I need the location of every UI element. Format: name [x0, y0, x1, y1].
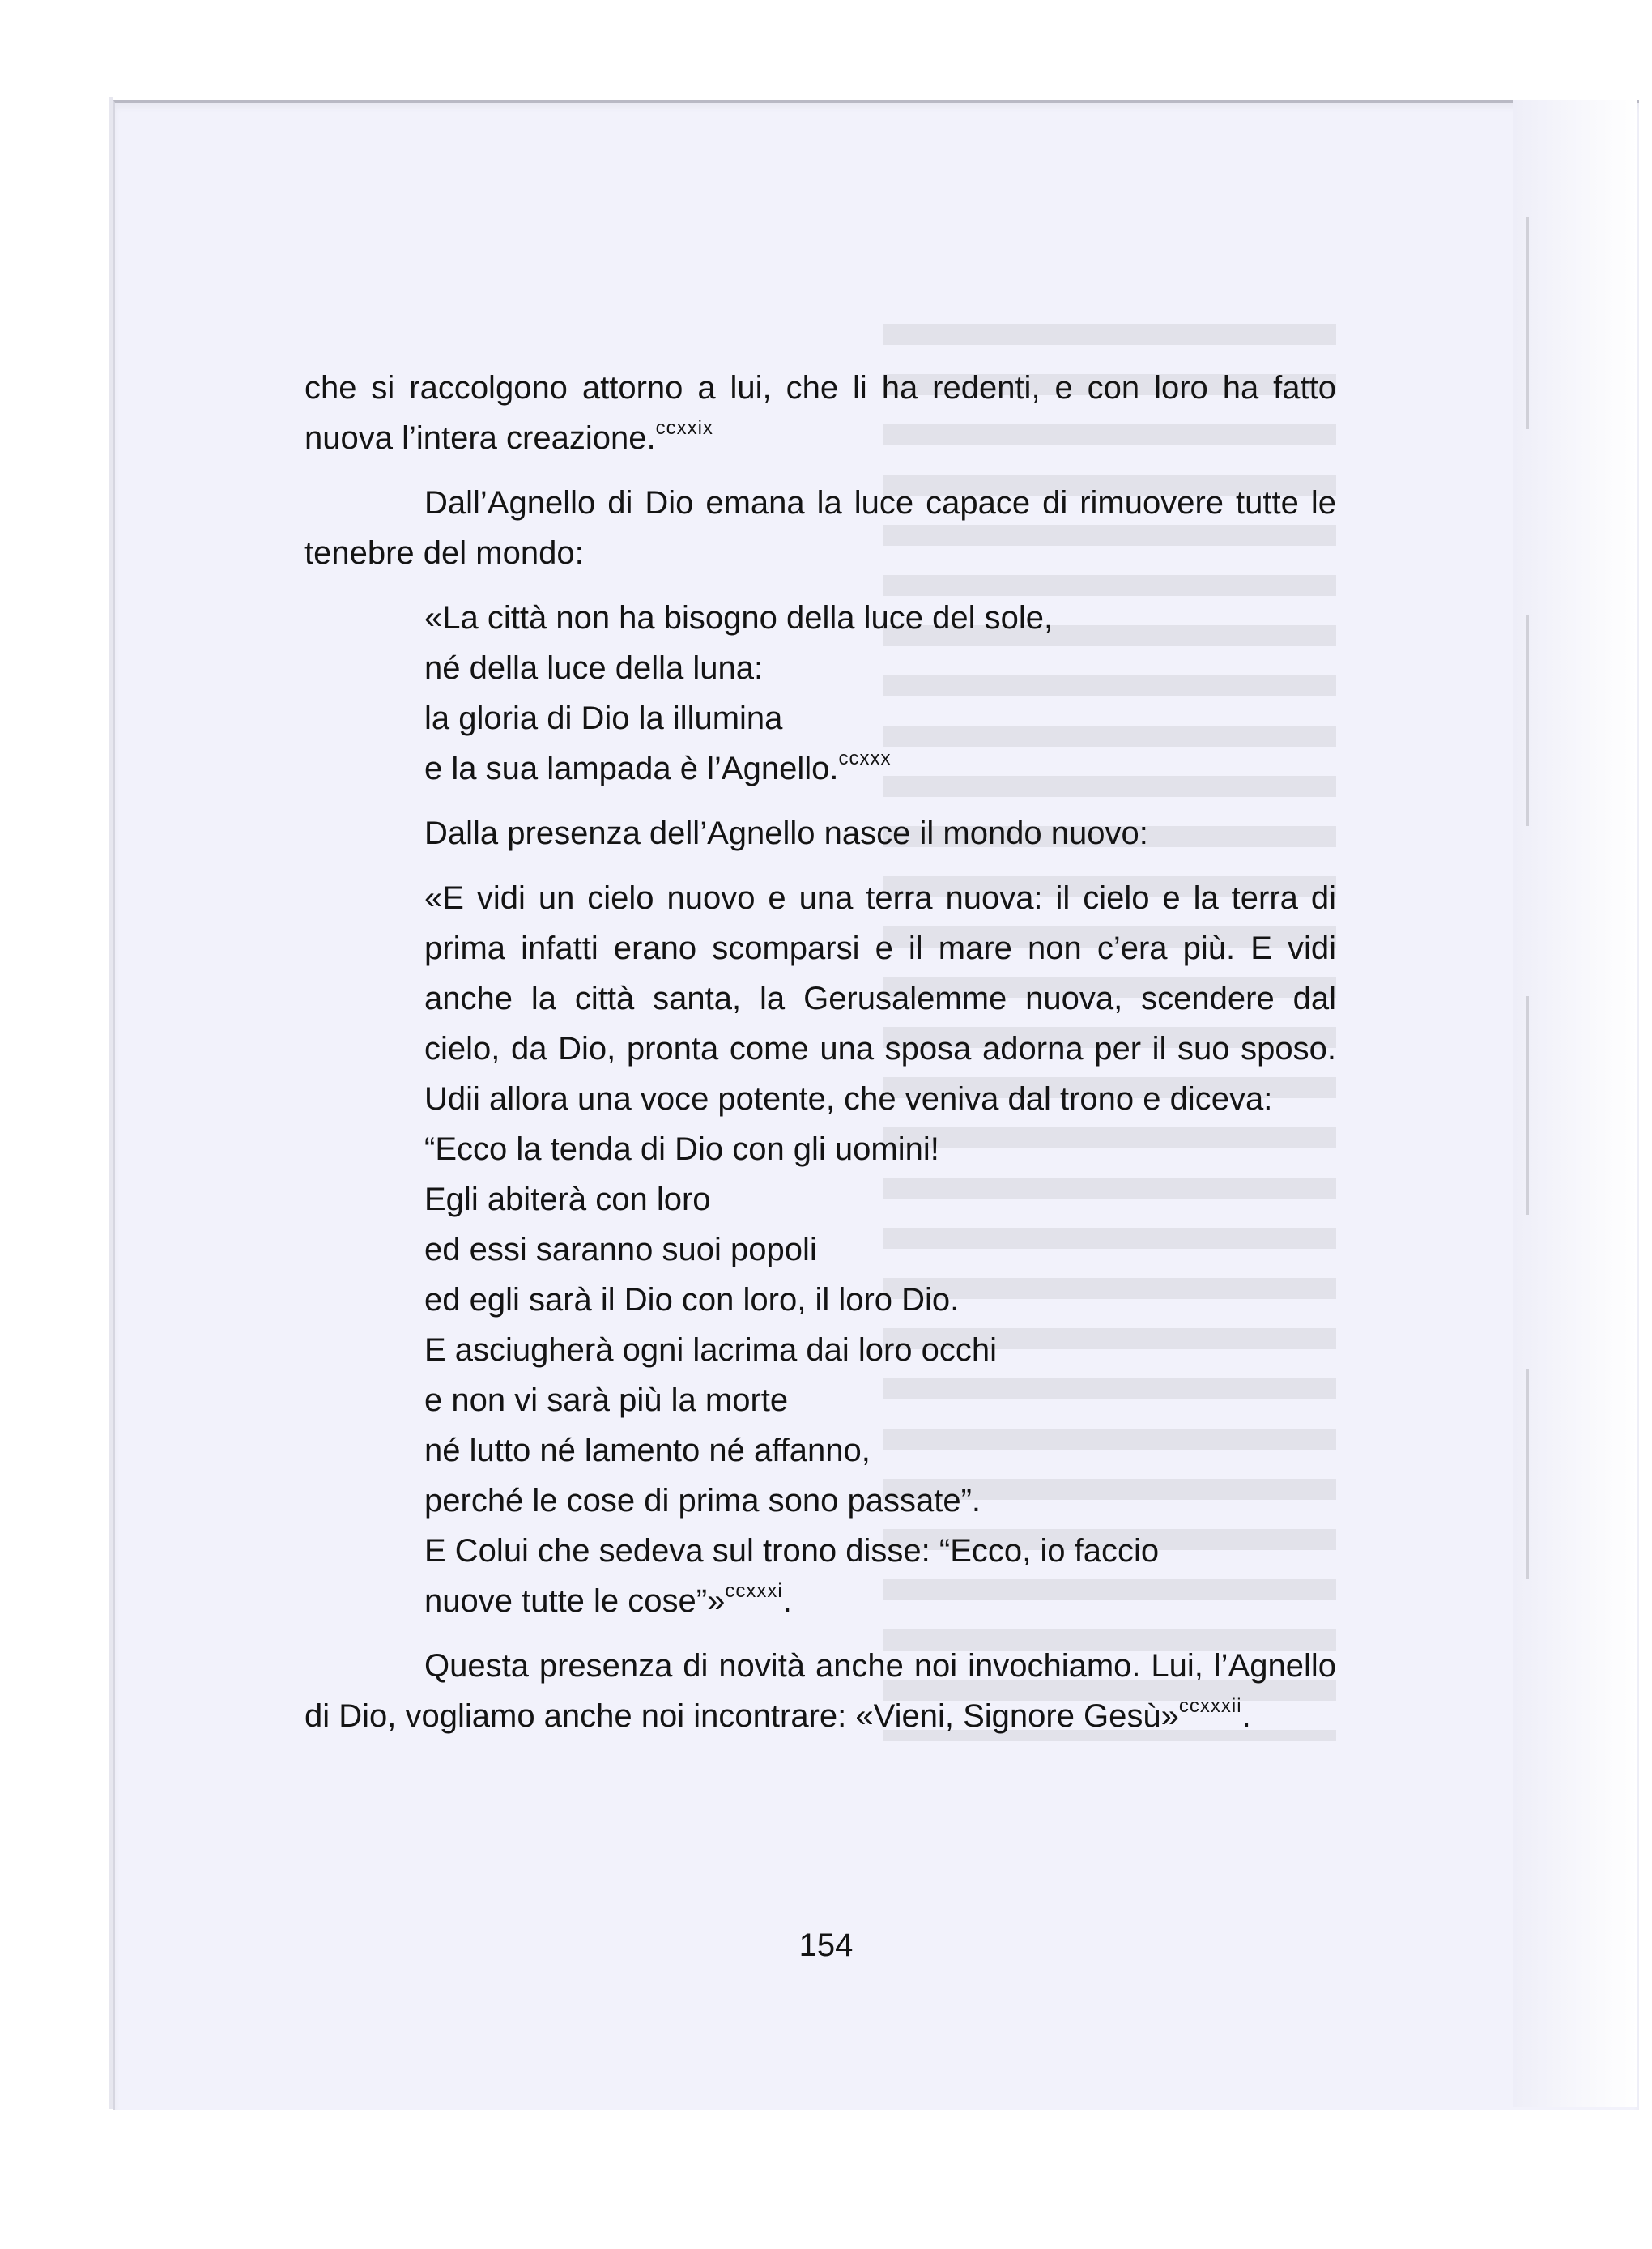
endnote-ref[interactable]: ccxxxi [725, 1580, 783, 1602]
binding-gutter [1513, 100, 1637, 2107]
quote-line: e non vi sarà più la morte [424, 1382, 789, 1418]
binding-stitch [1526, 217, 1529, 429]
quote-line: “Ecco la tenda di Dio con gli uomini! [424, 1131, 939, 1167]
endnote-ref[interactable]: ccxxx [838, 748, 892, 769]
page-number: 154 [798, 1927, 854, 1963]
paragraph: Dall’Agnello di Dio emana la luce capace di rimuovere tutte le tenebre del mondo: [304, 485, 1336, 571]
binding-stitch [1526, 1369, 1529, 1579]
quote-line: perché le cose di prima sono passate”. [424, 1483, 981, 1519]
paragraph: Questa presenza di novità anche noi invochiamo. Lui, l’Agnello di Dio, vogliamo anche noi incontrare: «Vieni, Signore Gesù»$^{ccxxxii}$. [304, 1648, 1336, 1734]
quote-line: né della luce della luna: [424, 650, 764, 686]
binding-stitch [1526, 615, 1529, 826]
paragraph: Dalla presenza dell’Agnello nasce il mondo nuovo: [424, 816, 1148, 851]
quote-line: nuove tutte le cose”»$^{ccxxxi}$. [424, 1580, 792, 1619]
quote-line: né lutto né lamento né affanno, [424, 1433, 871, 1468]
quote-line: ed egli sarà il Dio con loro, il loro Dio. [424, 1282, 960, 1318]
body-text [304, 363, 1336, 1741]
quote-prose: «E vidi un cielo nuovo e una terra nuova: il cielo e la terra di prima infatti erano scomparsi e il mare non c’era più. E vidi anche la città santa, la Gerusalemme nuova, scendere dal cielo, da Dio, pronta come una sposa adorna per il suo sposo. Udii allora una voce potente, che veniva dal trono e diceva: [424, 880, 1336, 1117]
quote-line: E asciugherà ogni lacrima dai loro occhi [424, 1332, 998, 1368]
quote-line: E Colui che sedeva sul trono disse: “Ecco, io faccio [424, 1533, 1160, 1569]
endnote-ref[interactable]: ccxxix [655, 417, 713, 439]
scripture-quote [304, 593, 1336, 794]
paragraph: che si raccolgono attorno a lui, che li ha redenti, e con loro ha fatto nuova l’intera creazione.$^{ccxxix}$ [304, 370, 1336, 456]
binding-stitch [1526, 996, 1529, 1215]
quote-line: la gloria di Dio la illumina [424, 701, 783, 736]
quote-line: «La città non ha bisogno della luce del sole, [424, 600, 1054, 636]
quote-line: ed essi saranno suoi popoli [424, 1232, 817, 1267]
scripture-quote [304, 873, 1336, 1626]
endnote-ref[interactable]: ccxxxii [1178, 1695, 1242, 1717]
quote-line: e la sua lampada è l’Agnello.$^{ccxxx}$ [424, 748, 892, 786]
quote-line: Egli abiterà con loro [424, 1182, 711, 1217]
